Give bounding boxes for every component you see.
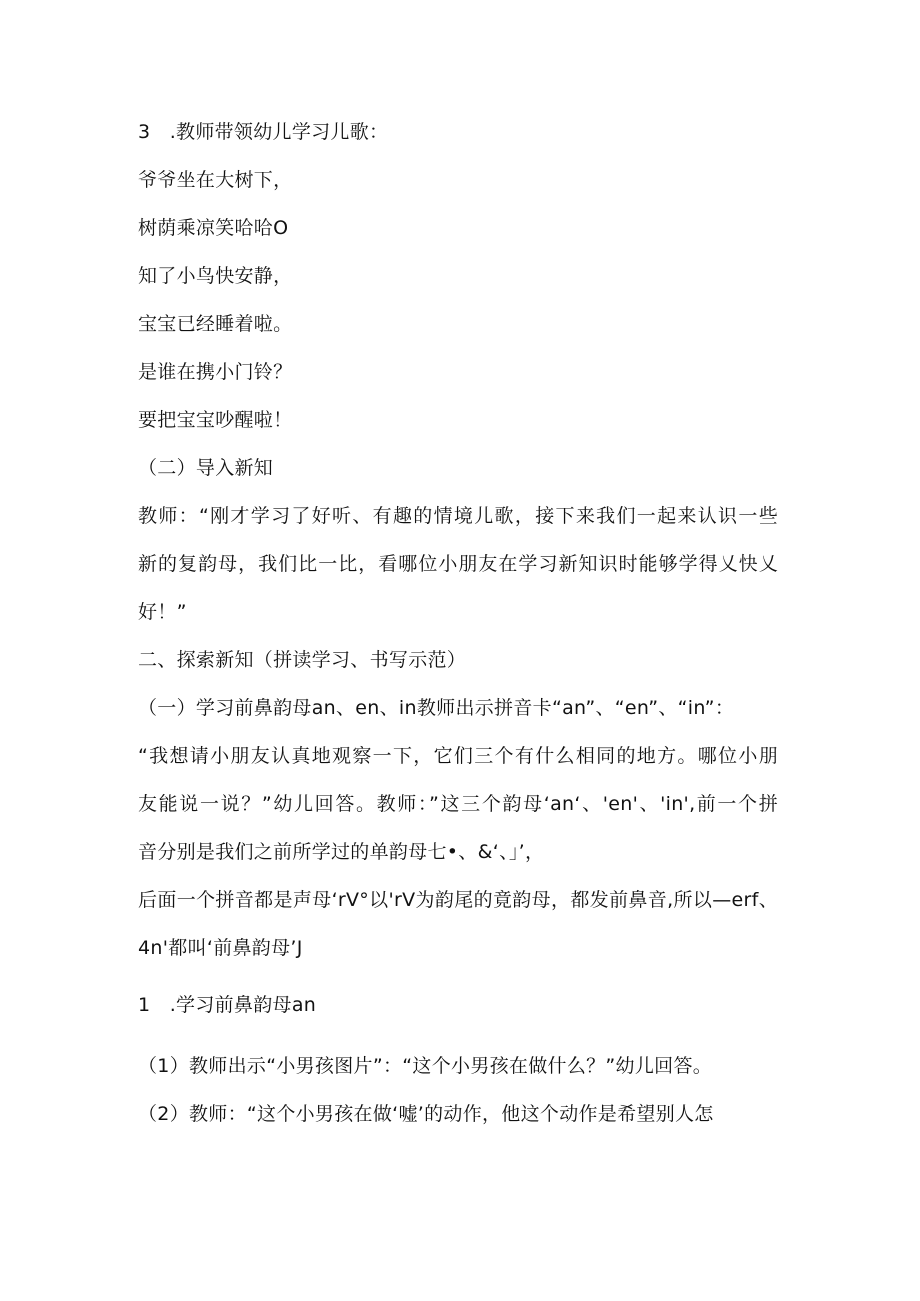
- paragraph-line: 好！”: [138, 601, 187, 623]
- poem-line-2: 树荫乘凉笑哈哈O: [138, 217, 289, 239]
- paragraph-line: （2）教师：“这个小男孩在做‘嘘’的动作，他这个动作是希望别人怎: [138, 1103, 714, 1125]
- poem-line-5: 是谁在携小门铃？: [138, 361, 293, 383]
- paragraph-line: 教师：“刚才学习了好听、有趣的情境儿歌，接下来我们一起来认识一些: [138, 505, 778, 527]
- section-heading: （二）导入新知: [138, 457, 274, 479]
- subsection-heading: （一）学习前鼻韵母an、en、in教师出示拼音卡“an”、“en”、“in”：: [138, 697, 735, 719]
- paragraph-line: 新的复韵母，我们比一比，看哪位小朋友在学习新知识时能够学得乂快乂: [138, 553, 778, 575]
- paragraph-line: 后面一个拼音都是声母‘rV°以'rV为韵尾的竟韵母，都发前鼻音,所以—erf、: [138, 889, 778, 911]
- step-heading: 1 .学习前鼻韵母an: [138, 994, 317, 1016]
- poem-line-4: 宝宝已经睡着啦。: [138, 313, 293, 335]
- poem-line-3: 知了小鸟快安静，: [138, 265, 293, 287]
- paragraph-line: 音分别是我们之前所学过的单韵母七•、&‘、」’，: [138, 841, 545, 863]
- paragraph-line: 友能说一说？”幼儿回答。教师：”这三个韵母‘an‘、'en'、'in',前一个拼: [138, 793, 778, 815]
- section-heading: 二、探索新知（拼读学习、书写示范）: [138, 649, 467, 671]
- poem-line-6: 要把宝宝吵醒啦！: [138, 409, 293, 431]
- paragraph-line: 4n'都叫‘前鼻韵母’J: [138, 937, 303, 959]
- paragraph-line: （1）教师出示“小男孩图片”：“这个小男孩在做什么？”幼儿回答。: [138, 1055, 713, 1077]
- step-heading: 3 .教师带领幼儿学习儿歌：: [138, 121, 389, 143]
- poem-line-1: 爷爷坐在大树下，: [138, 169, 293, 191]
- paragraph-line: “我想请小朋友认真地观察一下，它们三个有什么相同的地方。哪位小朋: [138, 745, 778, 767]
